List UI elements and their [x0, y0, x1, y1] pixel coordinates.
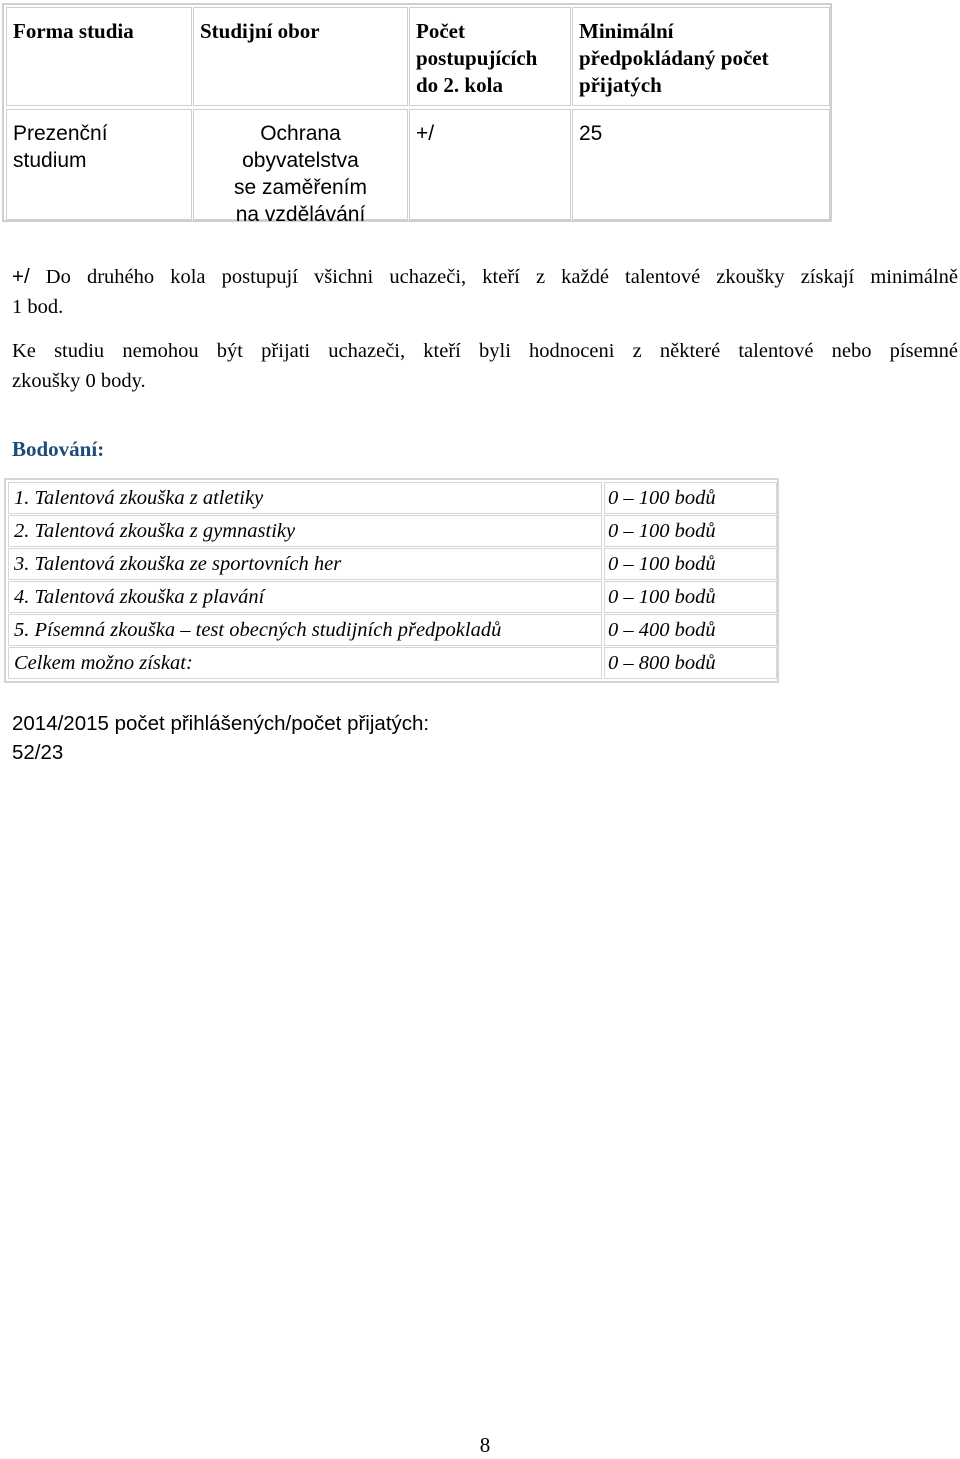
stats-value: 52/23 — [12, 741, 64, 764]
stats-label: 2014/2015 počet přihlášených/počet přijatých: — [12, 712, 430, 735]
score-value: 0 – 100 bodů — [604, 482, 777, 514]
score-total-value: 0 – 800 bodů — [604, 647, 777, 679]
score-label: 5. Písemná zkouška – test obecných studijních předpokladů — [8, 614, 602, 646]
note-paragraph — [12, 262, 958, 322]
rule-line-1: Ke studiu nemohou být přijati uchazeči, kteří byli hodnoceni z některé talentové nebo písemné — [12, 340, 958, 362]
score-label: 1. Talentová zkouška z atletiky — [8, 482, 602, 514]
rule-paragraph — [12, 336, 958, 396]
scoring-table — [4, 478, 779, 683]
score-total-label: Celkem možno získat: — [8, 647, 602, 679]
rule-line-2: zkoušky 0 body. — [12, 370, 146, 392]
cell-study-form: Prezenční studium — [6, 109, 192, 220]
admission-table — [2, 3, 832, 226]
cell-advancing-count: +/ — [409, 109, 571, 220]
note-line-1: +/ Do druhého kola postupují všichni uchazeči, kteří z každé talentové zkoušky získají minimálně — [12, 265, 959, 288]
score-label: 3. Talentová zkouška ze sportovních her — [8, 548, 602, 580]
cell-minimum-accepted: 25 — [572, 109, 830, 220]
header-advancing-count: Počet postupujících do 2. kola — [409, 7, 571, 106]
header-study-form: Forma studia — [6, 7, 192, 106]
header-minimum-accepted: Minimální předpokládaný počet přijatých — [572, 7, 830, 106]
score-label: 4. Talentová zkouška z plavání — [8, 581, 602, 613]
score-label: 2. Talentová zkouška z gymnastiky — [8, 515, 602, 547]
header-study-field: Studijní obor — [193, 7, 408, 106]
applicant-stats — [12, 709, 429, 767]
scoring-heading: Bodování: — [12, 437, 105, 461]
cell-study-field: Ochrana obyvatelstva se zaměřením na vzdělávání — [193, 109, 408, 220]
score-value: 0 – 400 bodů — [604, 614, 777, 646]
page-number: 8 — [479, 1433, 491, 1457]
note-line-2: 1 bod. — [12, 296, 64, 318]
score-value: 0 – 100 bodů — [604, 581, 777, 613]
score-value: 0 – 100 bodů — [604, 515, 777, 547]
score-value: 0 – 100 bodů — [604, 548, 777, 580]
